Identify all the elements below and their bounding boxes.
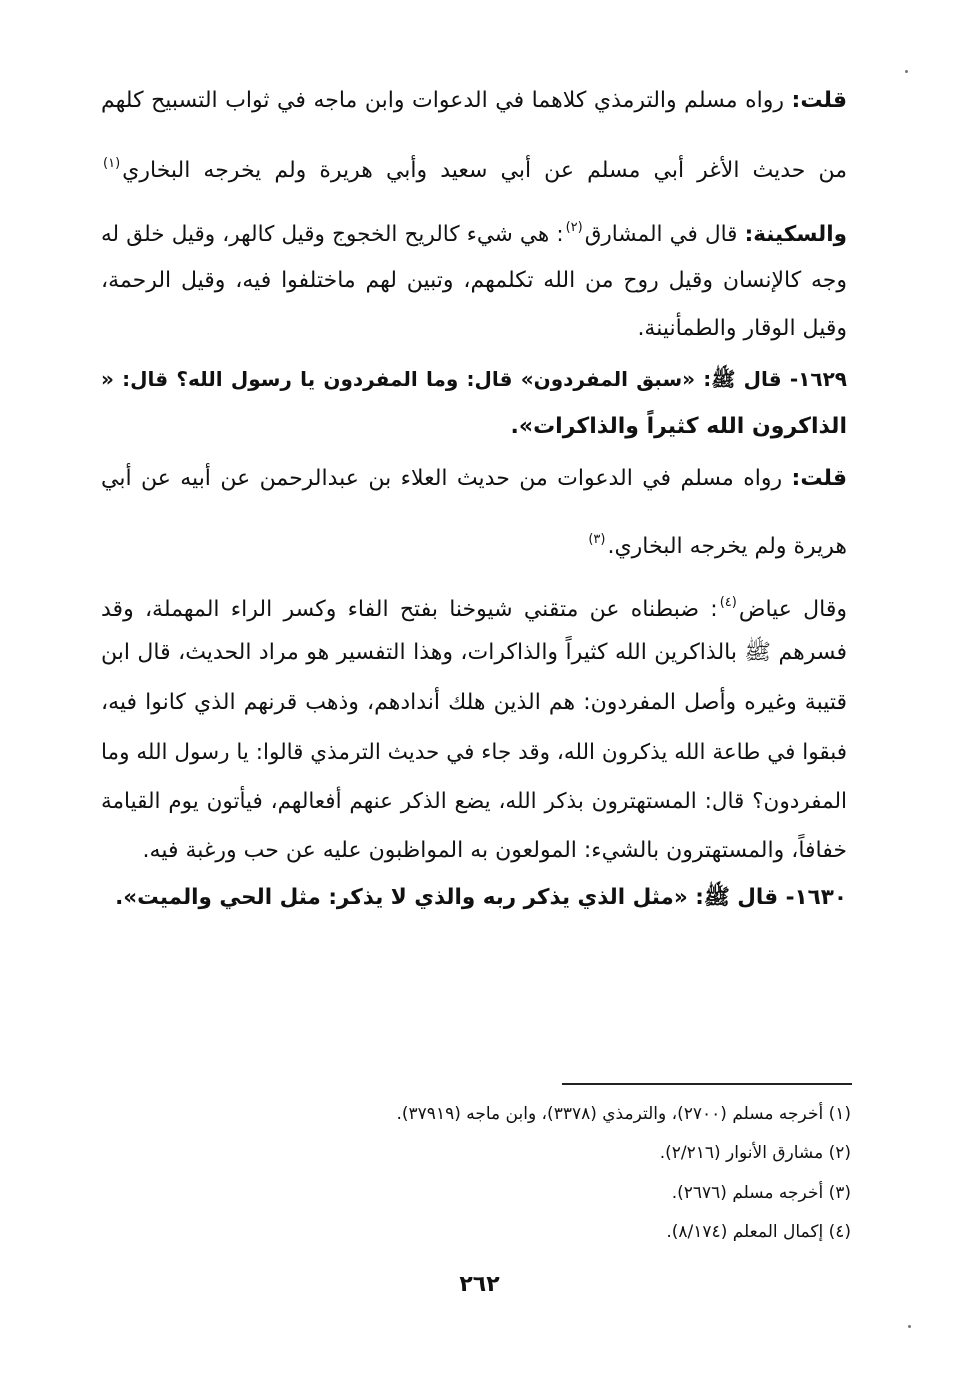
p4-line-3 (101, 686, 847, 720)
p1-line-2 (101, 147, 847, 188)
p4-line-2-text: فسرهم ﷺ بالذاكرين الله كثيراً والذاكرات، وهذا التفسير هو مراد الحديث، قال ابن (101, 640, 847, 665)
hadith-1629-line-2 (101, 410, 847, 444)
page-number: ٢٦٢ (459, 1272, 500, 1297)
p4-line-1-text-a: وقال عياض (738, 597, 848, 622)
footnote-ref-4: (٤) (719, 595, 737, 610)
p4-line-3-text: قتيبة وغيره وأصل المفردون: هم الذين هلك أندادهم، وذهب قرنهم الذي كانوا فيه، (101, 690, 847, 715)
sakina-label: والسكينة: (744, 222, 847, 247)
hadith-1629-line-1-text: ١٦٢٩- قال ﷺ: «سبق المفردون» قال: وما المفردون يا رسول الله؟ قال: « (101, 367, 847, 391)
p4-line-6 (101, 834, 847, 868)
p2-line-2-text: وجه كالإنسان وقيل روح من الله تكلمهم، وتبين لهم ماختلفوا فيه، وقيل الرحمة، (101, 268, 847, 293)
qult-label-2: قلت: (791, 466, 847, 491)
qult-label: قلت: (791, 88, 847, 113)
p2-line-3-text: وقيل الوقار والطمأنينة. (637, 316, 847, 341)
hadith-1629-line-2-text: الذاكرون الله كثيراً والذاكرات». (510, 414, 847, 439)
p2-line-1 (101, 211, 847, 252)
p3-line-2 (101, 523, 847, 564)
p4-line-4-text: فبقوا في طاعة الله يذكرون الله، وقد جاء في حديث الترمذي قالوا: يا رسول الله وما (101, 740, 847, 765)
footnote-3: (٣) أخرجه مسلم (٢٦٧٦). (671, 1183, 851, 1203)
footnote-4: (٤) إكمال المعلم (٨/١٧٤). (666, 1222, 851, 1242)
p4-line-1-text-b: : ضبطناه عن متقني شيوخنا بفتح الفاء وكسر الراء المهملة، وقد (101, 597, 718, 622)
p3-line-1 (101, 462, 847, 496)
p4-line-4 (101, 736, 847, 770)
scan-speck (908, 1325, 911, 1328)
p2-line-3 (101, 312, 847, 346)
p4-line-2 (101, 636, 847, 670)
p3-line-2-text: هريرة ولم يخرجه البخاري. (607, 534, 847, 559)
p4-line-5-text: المفردون؟ قال: المستهترون بذكر الله، يضع الذكر عنهم أفعالهم، فيأتون يوم القيامة (101, 789, 847, 814)
p2-line-2 (101, 264, 847, 298)
p1-line-1 (101, 84, 847, 118)
footnote-2: (٢) مشارق الأنوار (٢/٢١٦). (659, 1143, 851, 1163)
hadith-1630-text: ١٦٣٠- قال ﷺ: «مثل الذي يذكر ربه والذي لا يذكر: مثل الحي والميت». (115, 885, 847, 910)
p2-line-1-text-a: قال في المشارق (584, 222, 738, 247)
p1-line-2-text: من حديث الأغر أبي مسلم عن أبي سعيد وأبي هريرة ولم يخرجه البخاري (122, 158, 847, 183)
footnote-ref-2: (٢) (565, 220, 583, 235)
footnote-1: (١) أخرجه مسلم (٢٧٠٠)، والترمذي (٣٣٧٨)، وابن ماجه (٣٧٩١٩). (396, 1104, 851, 1124)
p1-line-1-text: رواه مسلم والترمذي كلاهما في الدعوات وابن ماجه في ثواب التسبيح كلهم (101, 88, 784, 113)
p3-line-1-text: رواه مسلم في الدعوات من حديث العلاء بن عبدالرحمن عن أبيه عن أبي (101, 466, 783, 491)
footnote-ref-3: (٣) (588, 532, 606, 547)
hadith-1630 (101, 881, 847, 915)
p4-line-6-text: خفافاً، والمستهترون بالشيء: المولعون به المواظبون عليه عن حب ورغبة فيه. (142, 838, 847, 863)
footnote-divider (562, 1083, 852, 1085)
p4-line-1 (101, 586, 847, 627)
scan-speck (905, 70, 908, 73)
p2-line-1-text-b: : هي شيء كالريح الخجوج وقيل كالهر، وقيل خلق له (101, 222, 564, 247)
hadith-1629-line-1 (101, 362, 847, 396)
footnote-ref-1: (١) (103, 156, 121, 171)
p4-line-5 (101, 785, 847, 819)
